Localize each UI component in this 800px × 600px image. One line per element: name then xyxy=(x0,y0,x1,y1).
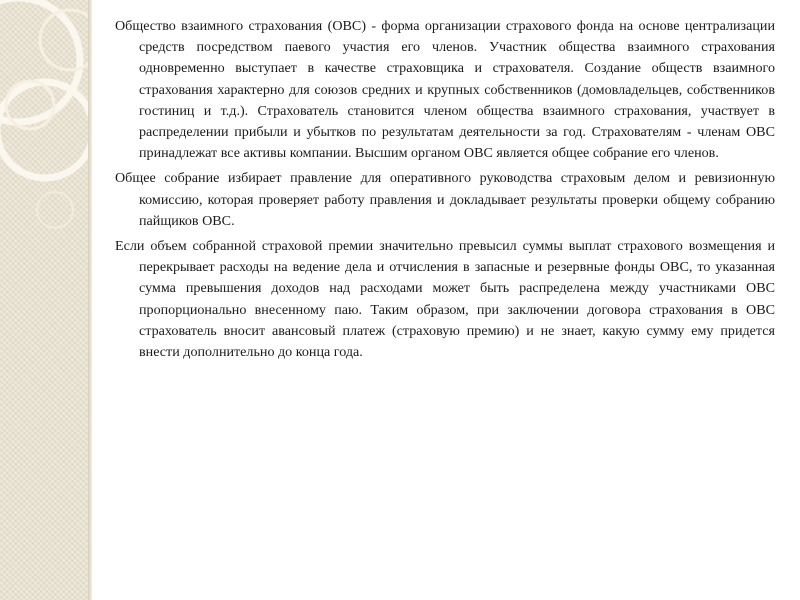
decorative-circles-icon xyxy=(0,0,88,600)
band-divider xyxy=(88,0,92,600)
decorative-side-band xyxy=(0,0,88,600)
paragraph-premium-surplus: Если объем собранной страховой премии значительно превысил суммы выплат страхового возмещения и перекрывает расходы на ведение дела и отчисления в запасные и резервные фонды ОВС, то указанная сумма превышения доходов над расходами может быть распределена между участниками ОВС пропорционально внесенному паю. Таким образом, при заключении договора страхования в ОВС страхователь вносит авансовый платеж (страховую премию) и не знает, какую сумму ему придется внести дополнительно до конца года. xyxy=(115,238,775,361)
slide-body xyxy=(115,16,775,367)
paragraph-general-meeting: Общее собрание избирает правление для оперативного руководства страховым делом и ревизионную комиссию, которая проверяет работу правления и докладывает результаты проверки общему собранию пайщиков ОВС. xyxy=(115,170,775,229)
paragraph-ovs-definition: Общество взаимного страхования (ОВС) - форма организации страхового фонда на основе централизации средств посредством паевого участия его членов. Участник общества взаимного страхования одновременно выступает в качестве страховщика и страхователя. Создание обществ взаимного страхования характерно для союзов средних и крупных собственников (домовладельцев, собственников гостиниц и т.д.). Страхователь становится членом общества взаимного страхования, участвует в распределении прибыли и убытков по результатам деятельности за год. Страхователям - членам ОВС принадлежат все активы компании. Высшим органом ОВС является общее собрание его членов. xyxy=(115,18,775,162)
